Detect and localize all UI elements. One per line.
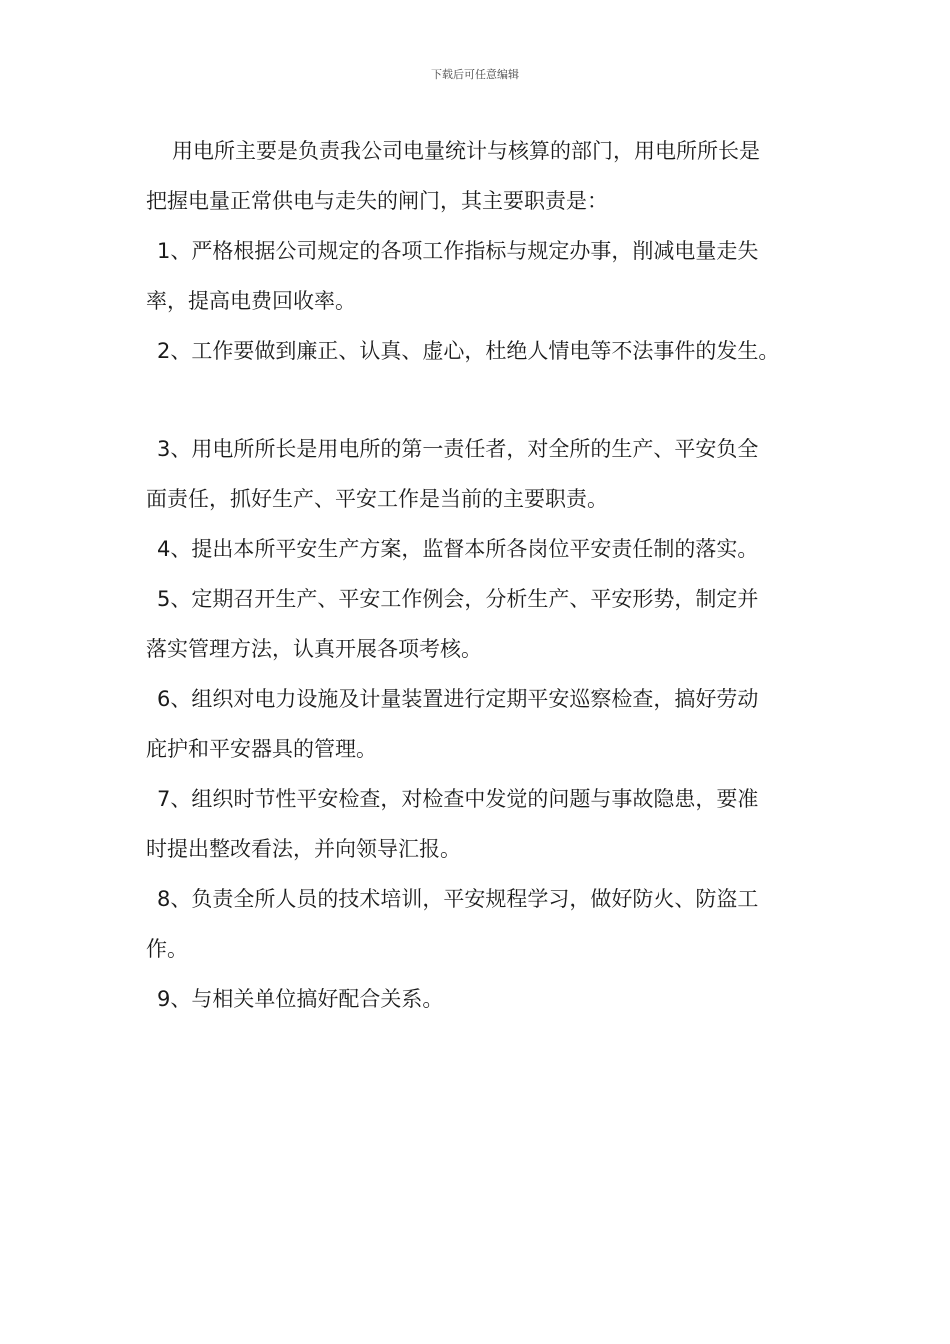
duty-item-5-line-2: 落实管理方法，认真开展各项考核。 <box>146 637 482 661</box>
duty-item-7-line-2: 时提出整改看法，并向领导汇报。 <box>146 837 461 861</box>
duty-item-7-line-1: 7、组织时节性平安检查，对检查中发觉的问题与事故隐患，要准 <box>157 787 759 811</box>
duty-item-1-line-2: 率，提高电费回收率。 <box>146 289 356 313</box>
duty-item-8-line-2: 作。 <box>146 937 188 961</box>
duty-item-9: 9、与相关单位搞好配合关系。 <box>157 987 444 1011</box>
duty-item-1-line-1: 1、严格根据公司规定的各项工作指标与规定办事，削减电量走失 <box>157 239 759 263</box>
duty-item-2: 2、工作要做到廉正、认真、虚心，杜绝人情电等不法事件的发生。 <box>157 339 780 363</box>
duty-item-3-line-2: 面责任，抓好生产、平安工作是当前的主要职责。 <box>146 487 608 511</box>
duty-item-5-line-1: 5、定期召开生产、平安工作例会，分析生产、平安形势，制定并 <box>157 587 759 611</box>
duty-item-8-line-1: 8、负责全所人员的技术培训，平安规程学习，做好防火、防盗工 <box>157 887 759 911</box>
duty-item-6-line-1: 6、组织对电力设施及计量装置进行定期平安巡察检查，搞好劳动 <box>157 687 759 711</box>
duty-item-4: 4、提出本所平安生产方案，监督本所各岗位平安责任制的落实。 <box>157 537 759 561</box>
page-header: 下载后可任意编辑 <box>431 68 519 81</box>
duty-item-6-line-2: 庇护和平安器具的管理。 <box>146 737 377 761</box>
paragraph-intro-line-2: 把握电量正常供电与走失的闸门，其主要职责是： <box>146 189 608 213</box>
duty-item-3-line-1: 3、用电所所长是用电所的第一责任者，对全所的生产、平安负全 <box>157 437 759 461</box>
paragraph-intro-line-1: 用电所主要是负责我公司电量统计与核算的部门，用电所所长是 <box>172 139 760 163</box>
